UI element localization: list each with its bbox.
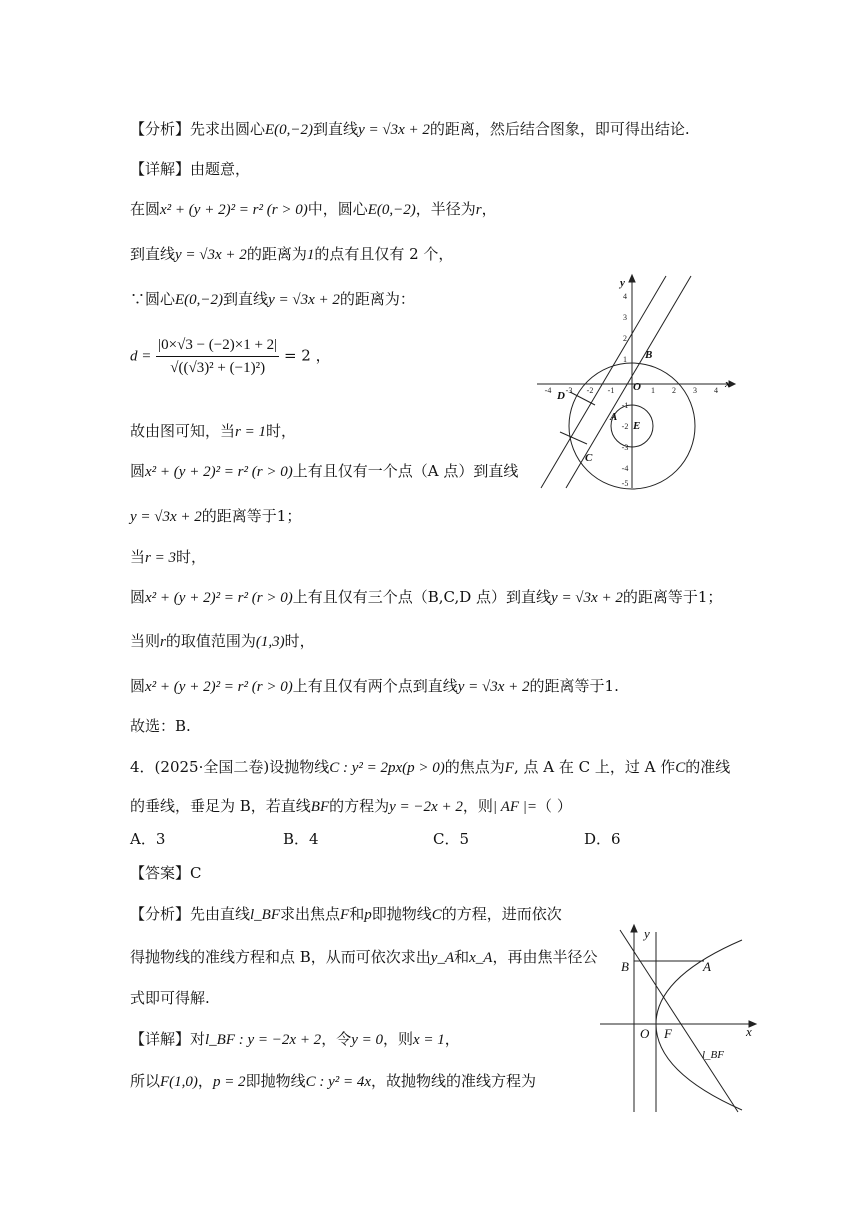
line-bf bbox=[620, 930, 738, 1112]
text: 的点有且仅有 2 个， bbox=[314, 245, 454, 263]
math: d = bbox=[130, 348, 152, 365]
option-b: B．4 bbox=[283, 830, 319, 848]
text-line bbox=[130, 288, 415, 311]
math: | AF |= bbox=[492, 799, 538, 815]
point-b-label: B bbox=[621, 959, 629, 974]
math: y = √3x + 2 bbox=[457, 679, 530, 695]
math: (1,3) bbox=[255, 634, 285, 650]
y-tick: -1 bbox=[621, 401, 629, 410]
y-tick: -4 bbox=[621, 464, 629, 473]
text: ， bbox=[444, 1030, 460, 1048]
math: y = √3x + 2 bbox=[358, 122, 430, 138]
text: 圆 bbox=[130, 462, 146, 480]
x-tick: 4 bbox=[714, 386, 718, 395]
text: 的焦点为 bbox=[444, 758, 505, 776]
math: E(0,−2) bbox=[265, 122, 314, 138]
math: x² + (y + 2)² = r² (r > 0) bbox=[160, 202, 308, 218]
math: BF bbox=[310, 799, 330, 815]
denominator: √((√3)² + (−1)²) bbox=[170, 360, 266, 376]
text: ，则 bbox=[382, 1030, 413, 1048]
analysis-line bbox=[130, 118, 690, 141]
detail-2 bbox=[130, 1028, 460, 1051]
y-tick: 4 bbox=[623, 292, 627, 301]
y-arrow bbox=[631, 925, 637, 932]
y-tick: 2 bbox=[623, 334, 627, 343]
math: r = 1 bbox=[235, 424, 266, 440]
text: 时， bbox=[175, 548, 206, 566]
math: y = √3x + 2 bbox=[551, 590, 623, 606]
text: 和 bbox=[349, 905, 365, 923]
text: 即抛物线 bbox=[245, 1072, 306, 1090]
x-tick: -1 bbox=[607, 386, 615, 395]
answer-line: 【答案】C bbox=[130, 864, 202, 882]
figure-circle-lines bbox=[535, 272, 740, 494]
analysis-2 bbox=[130, 903, 562, 926]
math: 1 bbox=[306, 247, 315, 263]
text: 4．(2025·全国二卷)设抛物线 bbox=[130, 758, 330, 776]
text: （ ） bbox=[537, 797, 572, 815]
text-line bbox=[130, 505, 301, 528]
math: r bbox=[475, 202, 482, 218]
point-a-label: A bbox=[703, 959, 711, 974]
detail-2-cont bbox=[130, 1070, 536, 1093]
point-c-label: C bbox=[585, 452, 593, 464]
text-line bbox=[130, 586, 722, 609]
point-b-label: B bbox=[645, 349, 653, 361]
point-a-label: A bbox=[610, 411, 618, 423]
text: 的方程为 bbox=[329, 797, 390, 815]
text: 上有且仅有两个点到直线 bbox=[292, 677, 458, 695]
text: ∵圆心 bbox=[130, 290, 176, 308]
text: 的垂线，垂足为 B，若直线 bbox=[130, 797, 311, 815]
option-d: D．6 bbox=[584, 830, 621, 848]
text: 的距离为 bbox=[246, 245, 307, 263]
math: x_A bbox=[469, 950, 493, 966]
text: 的距离等于1； bbox=[201, 507, 302, 525]
x-tick: 3 bbox=[693, 386, 697, 395]
y-arrow bbox=[629, 275, 635, 282]
text: ，则 bbox=[462, 797, 493, 815]
text: 到直线 bbox=[313, 120, 359, 138]
text: ，再由焦半径公 bbox=[492, 948, 598, 966]
y-tick: -2 bbox=[621, 422, 629, 431]
text: 的方程，进而依次 bbox=[441, 905, 562, 923]
y-tick: -5 bbox=[621, 479, 629, 488]
y-tick: -3 bbox=[621, 443, 629, 452]
text: 故由图可知，当 bbox=[130, 422, 236, 440]
text-line bbox=[130, 243, 453, 266]
x-tick: 1 bbox=[651, 386, 655, 395]
point-d-label: D bbox=[557, 390, 565, 402]
math: y_A bbox=[430, 950, 455, 966]
text: 所以 bbox=[130, 1072, 161, 1090]
line-label: l_BF bbox=[702, 1049, 724, 1061]
math: l_BF : y = −2x + 2 bbox=[205, 1032, 322, 1048]
math: F(1,0) bbox=[160, 1074, 198, 1090]
text: , 点 A 在 C 上，过 A 作 bbox=[513, 758, 676, 776]
option-c: C．5 bbox=[433, 830, 470, 848]
y-axis-label: y bbox=[620, 277, 625, 289]
text: 时， bbox=[284, 632, 315, 650]
figure-parabola bbox=[598, 922, 760, 1118]
text: 即抛物线 bbox=[371, 905, 432, 923]
math: F bbox=[504, 760, 514, 776]
math: F bbox=[340, 907, 350, 923]
text: 【详解】对 bbox=[130, 1030, 206, 1048]
y-tick: 1 bbox=[623, 355, 627, 364]
text: 上有且仅有一个点（A 点）到直线 bbox=[292, 462, 519, 480]
origin-label: O bbox=[633, 381, 641, 393]
math: = 2 ， bbox=[283, 346, 331, 365]
text: 【分析】先求出圆心 bbox=[130, 120, 266, 138]
text: 中，圆心 bbox=[307, 200, 368, 218]
math: E(0,−2) bbox=[367, 202, 416, 218]
text-line bbox=[130, 546, 206, 569]
text: 的距离，然后结合图象，即可得出结论. bbox=[429, 120, 690, 138]
math: p = 2 bbox=[212, 1074, 246, 1090]
question-4-cont bbox=[130, 795, 572, 818]
text-line bbox=[130, 198, 497, 221]
text: 的距离等于1； bbox=[622, 588, 723, 606]
x-tick: -2 bbox=[586, 386, 594, 395]
text: 当则 bbox=[130, 632, 161, 650]
text: ，故抛物线的准线方程为 bbox=[371, 1072, 537, 1090]
math: x² + (y + 2)² = r² (r > 0) bbox=[145, 464, 293, 480]
math: r = 3 bbox=[145, 550, 176, 566]
math: x² + (y + 2)² = r² (r > 0) bbox=[145, 679, 293, 695]
math: x² + (y + 2)² = r² (r > 0) bbox=[145, 590, 293, 606]
point-e-label: E bbox=[633, 420, 641, 432]
text-line bbox=[130, 675, 619, 698]
math: C bbox=[675, 760, 686, 776]
x-tick: -4 bbox=[544, 386, 552, 395]
y-axis-label: y bbox=[644, 926, 650, 941]
parabola-curve bbox=[656, 940, 742, 1110]
text: 上有且仅有三个点（B,C,D 点）到直线 bbox=[292, 588, 552, 606]
x-axis-label: x bbox=[746, 1024, 752, 1039]
point-f-label: F bbox=[664, 1026, 672, 1041]
detail-heading: 【详解】由题意， bbox=[130, 160, 251, 178]
text-line bbox=[130, 420, 296, 443]
math: C : y² = 2px(p > 0) bbox=[329, 760, 445, 776]
text: ，令 bbox=[321, 1030, 352, 1048]
text: 在圆 bbox=[130, 200, 161, 218]
text: 的距离等于1. bbox=[529, 677, 619, 695]
text: 和 bbox=[454, 948, 470, 966]
text: 当 bbox=[130, 548, 146, 566]
text: 的准线 bbox=[685, 758, 731, 776]
math: y = √3x + 2 bbox=[268, 292, 340, 308]
choice-line: 故选：B. bbox=[130, 717, 191, 735]
math: C bbox=[431, 907, 442, 923]
y-tick: 3 bbox=[623, 313, 627, 322]
text: 到直线 bbox=[223, 290, 269, 308]
line-upper bbox=[541, 276, 666, 488]
text: ，半径为 bbox=[415, 200, 476, 218]
text: 的距离为： bbox=[339, 290, 415, 308]
text-line bbox=[130, 460, 518, 483]
math: y = 0 bbox=[351, 1032, 383, 1048]
numerator: |0×√3 − (−2)×1 + 2| bbox=[156, 334, 279, 357]
math: y = −2x + 2 bbox=[389, 799, 463, 815]
fraction bbox=[156, 334, 279, 379]
math: x = 1 bbox=[413, 1032, 445, 1048]
distance-formula bbox=[130, 334, 331, 379]
text: ， bbox=[197, 1072, 213, 1090]
text: 圆 bbox=[130, 677, 146, 695]
question-4 bbox=[130, 756, 730, 779]
x-tick: 2 bbox=[672, 386, 676, 395]
math: y = √3x + 2 bbox=[130, 509, 202, 525]
text-line bbox=[130, 630, 315, 653]
text: 得抛物线的准线方程和点 B，从而可依次求出 bbox=[130, 948, 431, 966]
origin-label: O bbox=[640, 1026, 650, 1041]
option-a: A．3 bbox=[130, 830, 166, 848]
analysis-2-cont bbox=[130, 946, 597, 969]
text: 求出焦点 bbox=[280, 905, 341, 923]
math: E(0,−2) bbox=[175, 292, 224, 308]
text: 圆 bbox=[130, 588, 146, 606]
text: 【分析】先由直线 bbox=[130, 905, 251, 923]
text: 到直线 bbox=[130, 245, 176, 263]
math: l_BF bbox=[250, 907, 281, 923]
analysis-2-end: 式即可得解. bbox=[130, 989, 210, 1007]
text: 的取值范围为 bbox=[165, 632, 256, 650]
math: C : y² = 4x bbox=[305, 1074, 372, 1090]
math: r bbox=[160, 634, 166, 650]
x-axis-label: x bbox=[725, 378, 731, 390]
math: y = √3x + 2 bbox=[175, 247, 247, 263]
text: ， bbox=[481, 200, 497, 218]
math: p bbox=[364, 907, 372, 923]
x-tick: -3 bbox=[565, 386, 573, 395]
text: 时， bbox=[265, 422, 296, 440]
